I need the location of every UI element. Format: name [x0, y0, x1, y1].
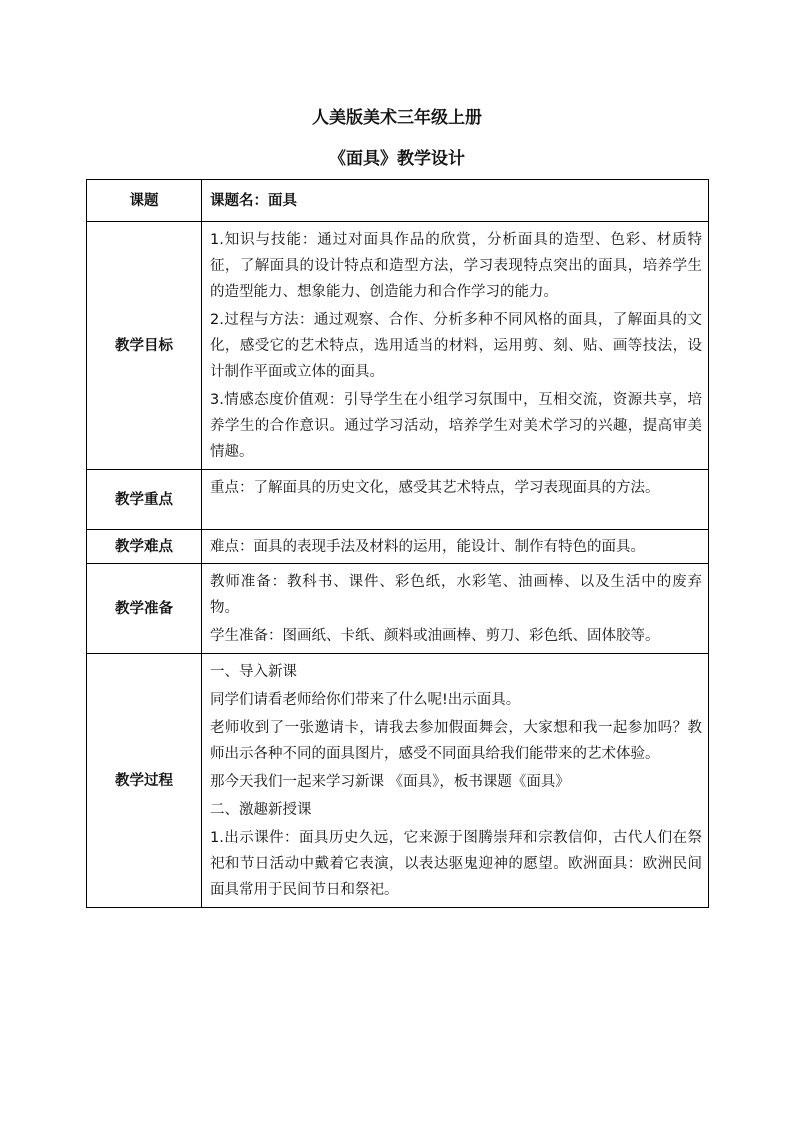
- process-paragraph: 老师收到了一张邀请卡，请我去参加假面舞会，大家想和我一起参加吗？教师出示各种不同的面具图片，感受不同面具给我们能带来的艺术体验。: [210, 720, 702, 762]
- preparation-teacher: 教师准备：教科书、课件、彩色纸，水彩笔、油画棒、以及生活中的废弃物。: [210, 574, 702, 616]
- difficulties-text: 难点：面具的表现手法及材料的运用，能设计、制作有特色的面具。: [210, 538, 645, 555]
- row-preparation: [87, 564, 709, 654]
- topic-name: 课题名：面具: [210, 192, 297, 209]
- objective-knowledge: 1.知识与技能：通过对面具作品的欣赏，分析面具的造型、色彩、材质特征，了解面具的设计特点和造型方法，学习表现特点突出的面具，培养学生的造型能力、想象能力、创造能力和合作学习的能力。: [210, 232, 702, 300]
- content-difficulties: [202, 530, 709, 564]
- row-objectives: [87, 222, 709, 470]
- process-heading-intro: 一、导入新课: [210, 664, 297, 680]
- label-preparation: 教学准备: [87, 564, 202, 654]
- process-paragraph: 1.出示课件：面具历史久远，它来源于图腾崇拜和宗教信仰，古代人们在祭祀和节日活动中戴着它表演，以表达驱鬼迎神的愿望。欧洲面具：欧洲民间面具常用于民间节日和祭祀。: [210, 830, 702, 898]
- objective-process: 2.过程与方法：通过观察、合作、分析多种不同风格的面具，了解面具的文化，感受它的艺术特点，选用适当的材料，运用剪、刻、贴、画等技法，设计制作平面或立体的面具。: [210, 312, 702, 380]
- label-key-points: 教学重点: [87, 470, 202, 530]
- row-process: [87, 654, 709, 908]
- content-process: [202, 654, 709, 908]
- content-preparation: [202, 564, 709, 654]
- content-key-points: [202, 470, 709, 530]
- label-objectives: 教学目标: [87, 222, 202, 470]
- row-key-points: [87, 470, 709, 530]
- content-objectives: [202, 222, 709, 470]
- preparation-student: 学生准备：图画纸、卡纸、颜料或油画棒、剪刀、彩色纸、固体胶等。: [210, 628, 660, 644]
- document-subtitle: 《面具》教学设计: [329, 149, 465, 169]
- row-topic: [87, 180, 709, 222]
- process-paragraph: 那今天我们一起来学习新课 《面具》，板书课题《面具》: [210, 774, 570, 790]
- lesson-plan-table: [86, 179, 709, 908]
- process-heading-new-lesson: 二、激趣新授课: [210, 802, 312, 818]
- process-paragraph: 同学们请看老师给你们带来了什么呢!出示面具。: [210, 692, 521, 708]
- content-topic: [202, 180, 709, 222]
- row-difficulties: [87, 530, 709, 564]
- label-topic: 课题: [87, 180, 202, 222]
- objective-attitude: 3.情感态度价值观：引导学生在小组学习氛围中，互相交流，资源共享，培养学生的合作意识。通过学习活动，培养学生对美术学习的兴趣，提高审美情趣。: [210, 392, 702, 460]
- document-title: 人美版美术三年级上册: [312, 108, 482, 128]
- label-difficulties: 教学难点: [87, 530, 202, 564]
- key-points-text: 重点：了解面具的历史文化，感受其艺术特点，学习表现面具的方法。: [210, 480, 660, 496]
- label-process: 教学过程: [87, 654, 202, 908]
